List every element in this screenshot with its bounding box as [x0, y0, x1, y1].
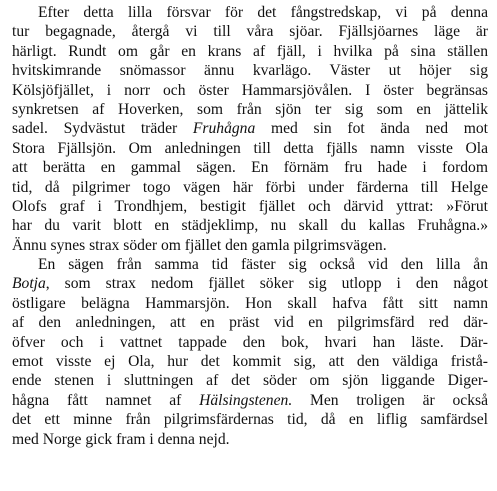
text-run: Stora Fjällsjön. Om anledningen till detta fjälls namn visste Ola — [12, 139, 488, 157]
italic-name: Botja — [12, 275, 46, 293]
text-run: öfver och i vattnet tappade den bok, hvari han läste. Där- — [12, 333, 488, 351]
text-run: En sägen från samma tid fäster sig också vid den lilla ån — [38, 256, 488, 274]
text-line — [12, 216, 488, 235]
text-line — [12, 197, 488, 216]
text-run: af den anledningen, att en präst vid en pilgrimsfärd red där- — [12, 314, 488, 332]
text-run: Kölsjöfjället, i norr och öster Hammarsjövålen. I öster begränsas — [12, 81, 488, 99]
text-run: synkretsen af Hoverken, som från sjön ter sig som en jättelik — [12, 100, 488, 118]
italic-name: Fruhågna — [192, 120, 256, 138]
text-line — [12, 333, 488, 352]
text-run: östligare belägna Hammarsjön. Hon skall hafva fått sitt namn — [12, 294, 488, 312]
text-line — [12, 236, 488, 255]
text-run: ende stenen i sluttningen af det söder om sjön liggande Diger- — [12, 372, 488, 390]
text-run: sadel. Sydvästut träder — [12, 120, 193, 138]
text-line — [12, 119, 488, 138]
text-line — [12, 100, 488, 119]
text-line — [12, 371, 488, 390]
text-run: Ännu synes strax söder om fjället den gamla pilgrimsvägen. — [12, 236, 387, 254]
text-run: hågna fått namnet af — [12, 391, 200, 409]
text-run: tur begagnade, återgå vi till våra sjöar. Fjällsjöarnes läge är — [12, 23, 488, 41]
text-run: Men troligen är också — [292, 391, 488, 409]
body-text — [12, 3, 488, 449]
text-line — [12, 178, 488, 197]
text-run: det ett minne från pilgrimsfärdernas tid, då en liflig samfärdsel — [12, 411, 488, 429]
text-line — [12, 22, 488, 41]
text-line — [12, 61, 488, 80]
text-run: härligt. Rundt om går en krans af fjäll, i hvilka på sina ställen — [12, 42, 488, 60]
text-run: tid, då pilgrimer togo vägen här förbi under färderna till Helge — [12, 178, 488, 196]
text-line — [12, 274, 488, 293]
text-run: Olofs graf i Trondhjem, bestigit fjället och därvid yttrat: »Förut — [12, 197, 488, 215]
text-line — [12, 391, 488, 410]
text-line — [12, 313, 488, 332]
text-line — [12, 139, 488, 158]
text-line — [12, 81, 488, 100]
text-line — [12, 430, 488, 449]
text-run: har du varit blott en städjeklimp, nu skall du kallas Fruhågna.» — [12, 217, 488, 235]
italic-name: Hälsingstenen. — [199, 391, 293, 409]
text-run: med sin fot ända ned mot — [255, 120, 488, 138]
text-run: , som strax nedom fjället söker sig utlopp i den något — [45, 275, 488, 293]
text-line — [12, 255, 488, 274]
text-line — [12, 294, 488, 313]
text-run: emot visste ej Ola, hur det kommit sig, att den väldiga fristå- — [12, 353, 488, 371]
text-run: hvitskimrande snömassor ännu kvarlägo. Väster ut höjer sig — [12, 62, 488, 80]
text-line — [12, 42, 488, 61]
text-run: att berätta en gammal sägen. En förnäm fru hade i fordom — [12, 159, 488, 177]
text-line — [12, 410, 488, 429]
text-line — [12, 352, 488, 371]
text-run: Efter detta lilla försvar för det fångstredskap, vi på denna — [38, 4, 488, 21]
text-line — [12, 158, 488, 177]
text-line — [12, 3, 488, 22]
text-run: med Norge gick fram i denna nejd. — [12, 430, 230, 448]
